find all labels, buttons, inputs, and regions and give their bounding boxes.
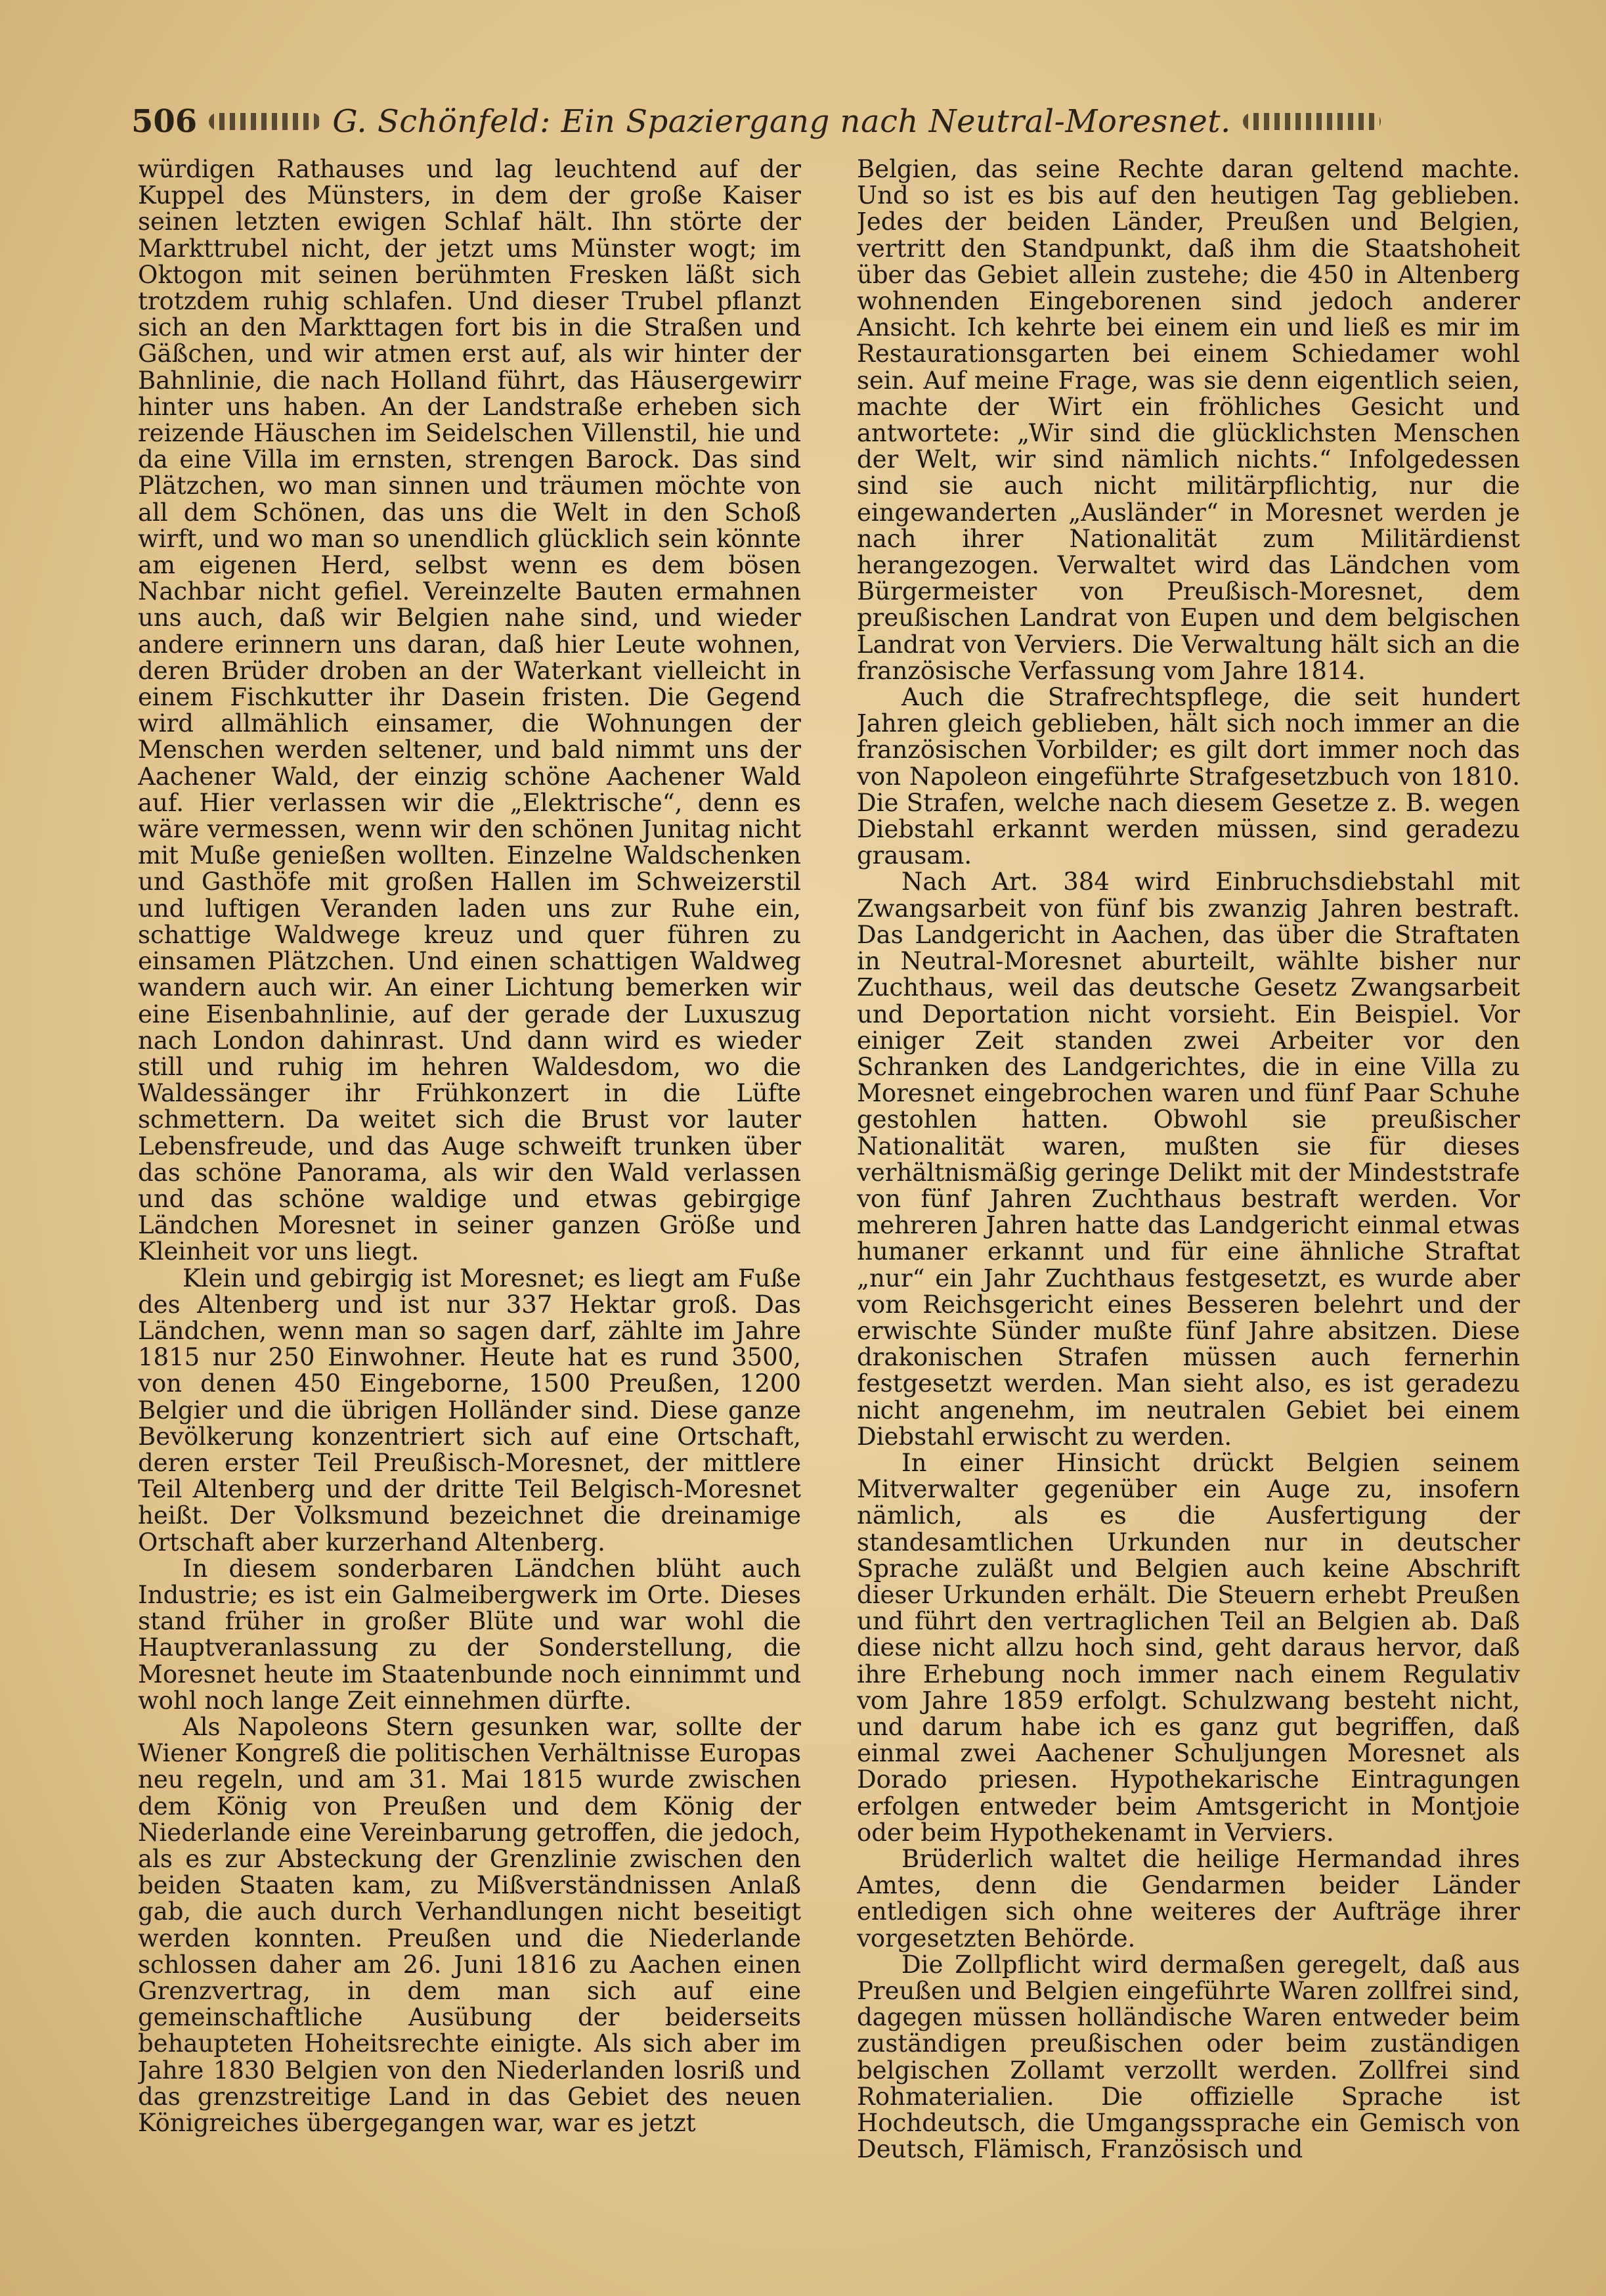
paragraph: Belgien, das seine Rechte daran geltend machte. Und so ist es bis auf den heutigen Tag geblieben. Jedes der beiden Länder, Preußen und Belgien, vertritt den Standpunkt, daß ihm die Staatshoheit über das Gebiet allein zustehe; die 450 in Altenberg wohnenden Eingeborenen sind jedoch anderer Ansicht. Ich kehrte bei einem ein und ließ es mir im Restaurationsgarten bei einem Schiedamer wohl sein. Auf meine Frage, was sie denn eigentlich seien, machte der Wirt ein fröhliches Gesicht und antwortete: „Wir sind die glücklichsten Menschen der Welt, wir sind nämlich nichts.“ Infolgedessen sind sie auch nicht militärpflichtig, nur die eingewanderten „Ausländer“ in Moresnet werden je nach ihrer Nationalität zum Militärdienst herangezogen. Verwaltet wird das Ländchen vom Bürgermeister von Preußisch-Moresnet, dem preußischen Landrat von Eupen und dem belgischen Landrat von Verviers. Die Verwaltung hält sich an die französische Verfassung vom Jahre 1814. (857, 156, 1520, 685)
running-title: G. Schönfeld: Ein Spaziergang nach Neutral-Moresnet. (332, 103, 1231, 140)
paragraph: Brüderlich waltet die heilige Hermandad ihres Amtes, denn die Gendarmen beider Länder entledigen sich ohne weiteres der Aufträge ihrer vorgesetzten Behörde. (857, 1845, 1520, 1953)
paragraph: Nach Art. 384 wird Einbruchsdiebstahl mit Zwangsarbeit von fünf bis zwanzig Jahren bestraft. Das Landgericht in Aachen, das über die Straftaten in Neutral-Moresnet aburteilt, wählte bisher nur Zuchthaus, weil das deutsche Gesetz Zwangsarbeit und Deportation nicht vorsieht. Ein Beispiel. Vor einiger Zeit standen zwei Arbeiter vor den Schranken des Landgerichtes, die in eine Villa zu Moresnet eingebrochen waren und fünf Paar Schuhe gestohlen hatten. Obwohl sie preußischer Nationalität waren, mußten sie für dieses verhältnismäßig geringe Delikt mit der Mindeststrafe von fünf Jahren Zuchthaus bestraft werden. Vor mehreren Jahren hatte das Landgericht einmal etwas humaner erkannt und für eine ähnliche Straftat „nur“ ein Jahr Zuchthaus festgesetzt, es wurde aber vom Reichsgericht eines Besseren belehrt und der erwischte Sünder mußte fünf Jahre absitzen. Diese drakonischen Strafen müssen auch fernerhin festgesetzt werden. Man sieht also, es ist geradezu nicht angenehm, im neutralen Gebiet bei einem Diebstahl erwischt zu werden. (857, 868, 1520, 1451)
paragraph: Auch die Strafrechtspflege, die seit hundert Jahren gleich geblieben, hält sich noch immer an die französischen Vorbilder; es gilt dort immer noch das von Napoleon eingeführte Strafgesetzbuch von 1810. Die Strafen, welche nach diesem Gesetze z. B. wegen Diebstahl erkannt werden müssen, sind geradezu grausam. (857, 683, 1520, 870)
paragraph: Als Napoleons Stern gesunken war, sollte der Wiener Kongreß die politischen Verhältnisse Europas neu regeln, und am 31. Mai 1815 wurde zwischen dem König von Preußen und dem König der Niederlande eine Vereinbarung getroffen, die jedoch, als es zur Absteckung der Grenzlinie zwischen den beiden Staaten kam, zu Mißverständnissen Anlaß gab, die auch durch Verhandlungen nicht beseitigt werden konnten. Preußen und die Niederlande schlossen daher am 26. Juni 1816 zu Aachen einen Grenzvertrag, in dem man sich auf eine gemeinschaftliche Ausübung der beiderseits behaupteten Hoheitsrechte einigte. Als sich aber im Jahre 1830 Belgien von den Niederlanden losriß und das grenzstreitige Land in das Gebiet des neuen Königreiches übergegangen war, war es jetzt (138, 1712, 801, 2138)
paragraph: würdigen Rathauses und lag leuchtend auf der Kuppel des Münsters, in dem der große Kaiser seinen letzten ewigen Schlaf hält. Ihn störte der Markttrubel nicht, der jetzt ums Münster wogt; im Oktogon mit seinen berühmten Fresken läßt sich trotzdem ruhig schlafen. Und dieser Trubel pflanzt sich an den Markttagen fort bis in die Straßen und Gäßchen, und wir atmen erst auf, als wir hinter der Bahnlinie, die nach Holland führt, das Häusergewirr hinter uns haben. An der Landstraße erheben sich reizende Häuschen im Seidelschen Villenstil, hie und da eine Villa im ernsten, strengen Barock. Das sind Plätzchen, wo man sinnen und träumen möchte von all dem Schönen, das uns die Welt in den Schoß wirft, und wo man so unendlich glücklich sein könnte am eigenen Herd, selbst wenn es dem bösen Nachbar nicht gefiel. Vereinzelte Bauten ermahnen uns auch, daß wir Belgien nahe sind, und wieder andere erinnern uns daran, daß hier Leute wohnen, deren Brüder droben an der Waterkant vielleicht in einem Fischkutter ihr Dasein fristen. Die Gegend wird allmählich einsamer, die Wohnungen der Menschen werden seltener, und bald nimmt uns der Aachener Wald, der einzig schöne Aachener Wald auf. Hier verlassen wir die „Elektrische“, denn es wäre vermessen, wenn wir den schönen Junitag nicht mit Muße genießen wollten. Einzelne Waldschenken und Gasthöfe mit großen Hallen im Schweizerstil und luftigen Veranden laden uns zur Ruhe ein, schattige Waldwege kreuz und quer führen zu einsamen Plätzchen. Und einen schattigen Waldweg wandern auch wir. An einer Lichtung bemerken wir eine Eisenbahnlinie, auf der gerade der Luxuszug nach London dahinrast. Und dann wird es wieder still und ruhig im hehren Waldesdom, wo die Waldessänger ihr Frühkonzert in die Lüfte schmettern. Da weitet sich die Brust vor lauter Lebensfreude, und das Auge schweift trunken über das schöne Panorama, als wir den Wald verlassen und das schöne waldige und etwas gebirgige Ländchen Moresnet in seiner ganzen Größe und Kleinheit vor uns liegt. (138, 156, 801, 1266)
text-column-right (857, 156, 1520, 2232)
ornament-rule-icon (1243, 113, 1381, 130)
running-header (131, 92, 1484, 151)
paragraph: Die Zollpflicht wird dermaßen geregelt, daß aus Preußen und Belgien eingeführte Waren zollfrei sind, dagegen müssen holländische Waren entweder beim zuständigen preußischen oder beim zuständigen belgischen Zollamt verzollt werden. Zollfrei sind Rohmaterialien. Die offizielle Sprache ist Hochdeutsch, die Umgangssprache ein Gemisch von Deutsch, Flämisch, Französisch und (857, 1950, 1520, 2164)
paragraph: In diesem sonderbaren Ländchen blüht auch Industrie; es ist ein Galmeibergwerk im Orte. Dieses stand früher in großer Blüte und war wohl die Hauptveranlassung zu der Sonderstellung, die Moresnet heute im Staatenbunde noch einnimmt und wohl noch lange Zeit einnehmen dürfte. (138, 1554, 801, 1715)
ornament-rule-icon (209, 113, 320, 130)
paragraph: In einer Hinsicht drückt Belgien seinem Mitverwalter gegenüber ein Auge zu, insofern nämlich, als es die Ausfertigung der standesamtlichen Urkunden nur in deutscher Sprache zuläßt und Belgien auch keine Abschrift dieser Urkunden erhält. Die Steuern erhebt Preußen und führt den vertraglichen Teil an Belgien ab. Daß diese nicht allzu hoch sind, geht daraus hervor, daß ihre Erhebung noch immer nach einem Regulativ vom Jahre 1859 erfolgt. Schulzwang besteht nicht, und darum habe ich es ganz gut begriffen, daß einmal zwei Aachener Schuljungen Moresnet als Dorado priesen. Hypothekarische Eintragungen erfolgen entweder beim Amtsgericht in Montjoie oder beim Hypothekenamt in Verviers. (857, 1448, 1520, 1847)
page-number: 506 (131, 103, 198, 140)
paragraph: Klein und gebirgig ist Moresnet; es liegt am Fuße des Altenberg und ist nur 337 Hektar groß. Das Ländchen, wenn man so sagen darf, zählte im Jahre 1815 nur 250 Einwohner. Heute hat es rund 3500, von denen 450 Eingeborne, 1500 Preußen, 1200 Belgier und die übrigen Holländer sind. Diese ganze Bevölkerung konzentriert sich auf eine Ortschaft, deren erster Teil Preußisch-Moresnet, der mittlere Teil Altenberg und der dritte Teil Belgisch-Moresnet heißt. Der Volksmund bezeichnet die dreinamige Ortschaft aber kurzerhand Altenberg. (138, 1264, 801, 1556)
text-column-left (138, 156, 801, 2232)
